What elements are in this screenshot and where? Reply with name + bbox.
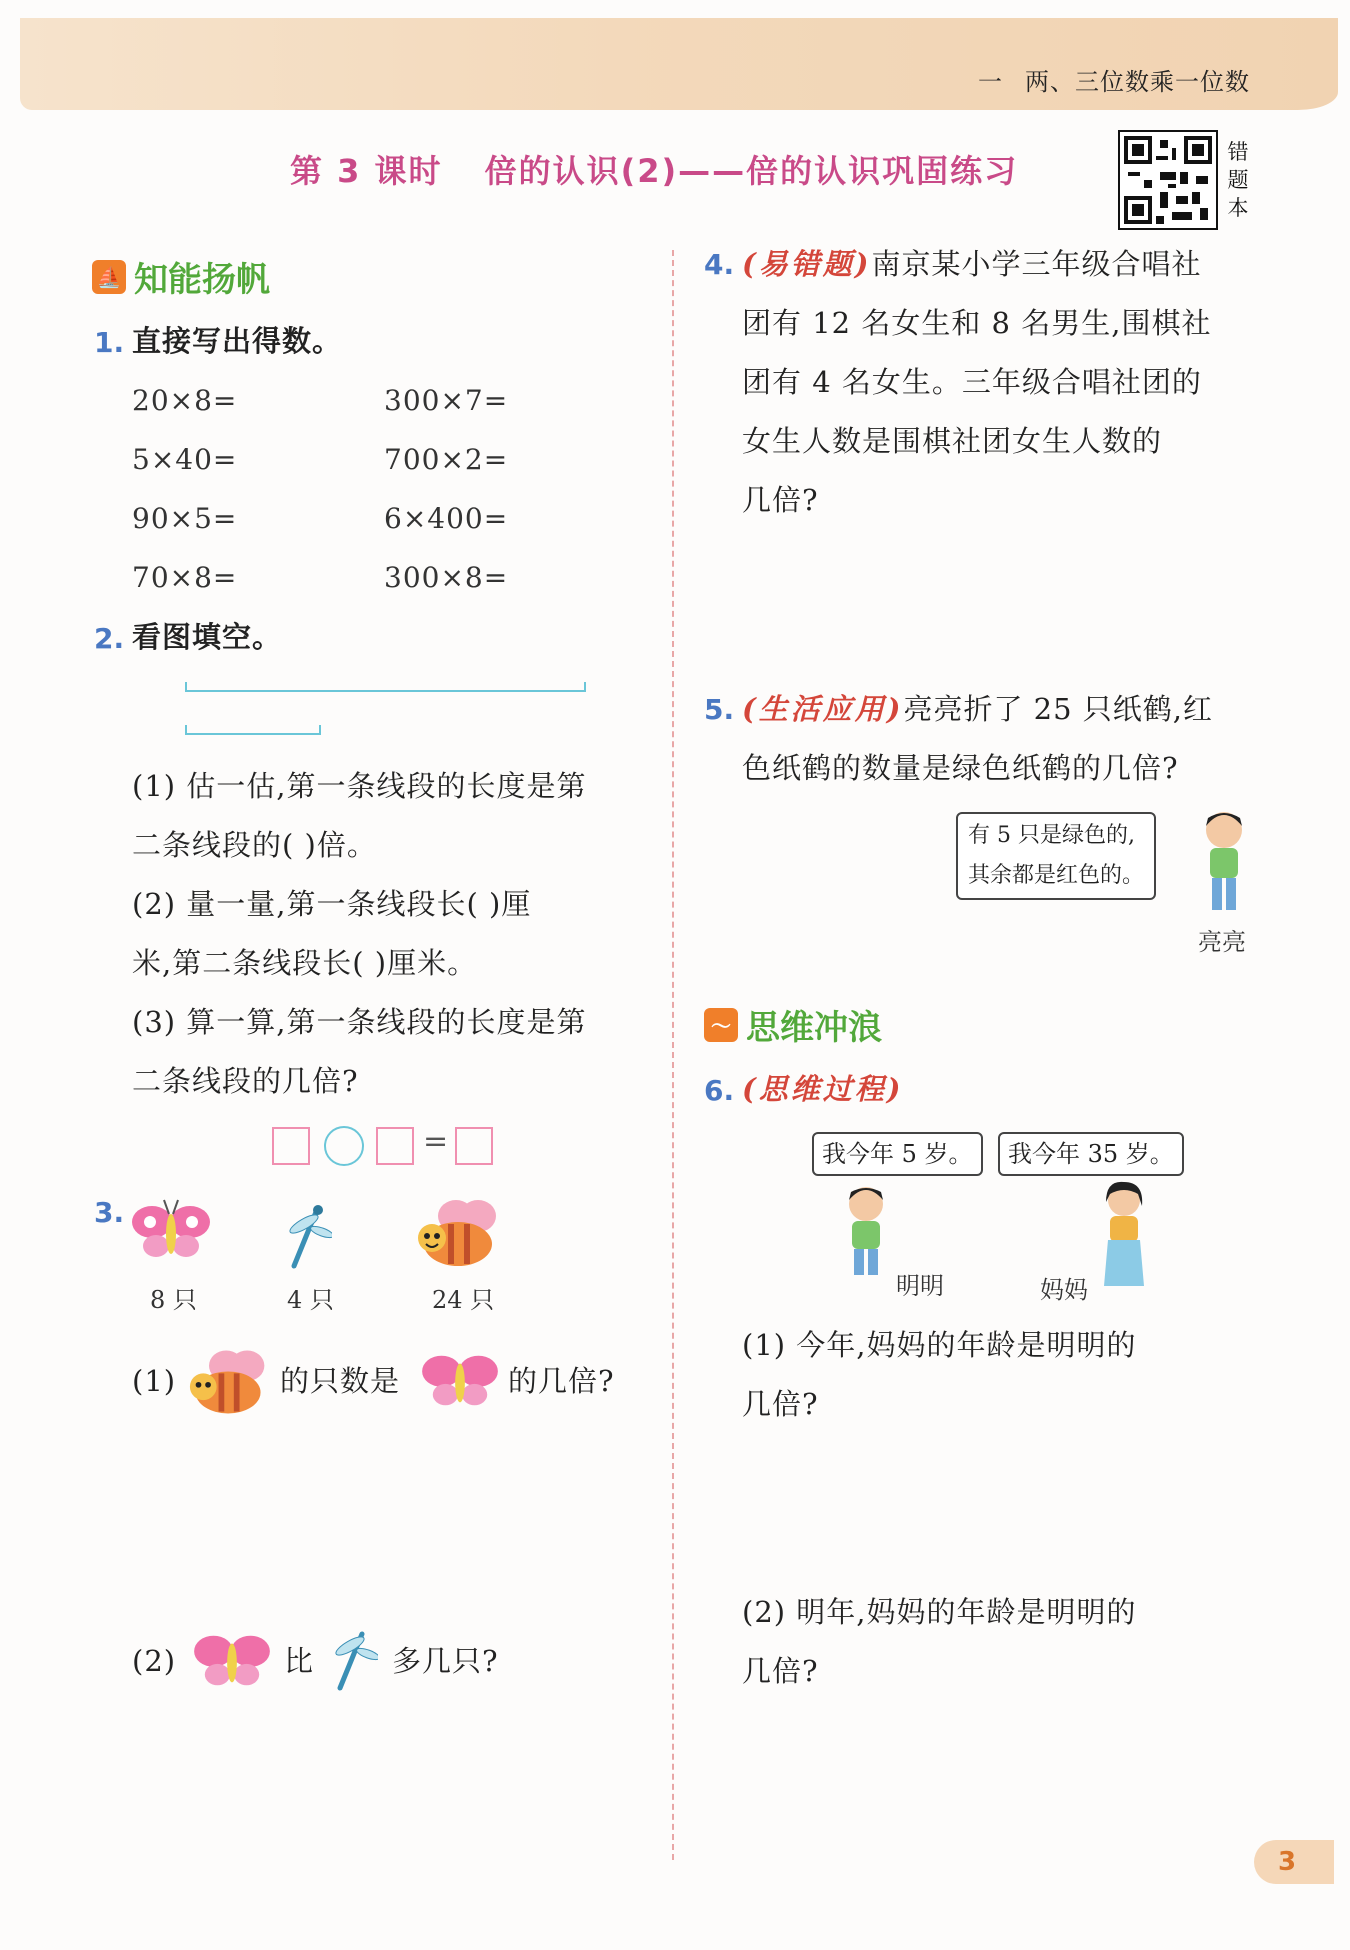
speech-bubble-mama: 我今年 35 岁。 xyxy=(998,1132,1184,1176)
qr-code-icon xyxy=(1120,132,1216,228)
question-2-line: (1) 估一估,第一条线段的长度是第 xyxy=(132,769,587,803)
mother-icon xyxy=(1090,1180,1154,1292)
calc-item: 300×8= xyxy=(384,561,509,594)
question-4-tag: (易错题) xyxy=(742,247,872,281)
question-6-sub2: (2) 明年,妈妈的年龄是明明的 xyxy=(742,1595,1137,1629)
question-4-number: 4. xyxy=(704,248,735,281)
boy-mingming-icon xyxy=(838,1184,894,1280)
question-5-text: 亮亮折了 25 只纸鹤,红 xyxy=(903,692,1214,726)
lesson-name: 倍的认识(2)——倍的认识巩固练习 xyxy=(484,152,1019,190)
answer-box[interactable] xyxy=(376,1127,414,1165)
qr-label xyxy=(1225,138,1251,222)
dragonfly-icon xyxy=(282,1204,332,1272)
equals-sign: = xyxy=(423,1124,449,1159)
question-2-line: 二条线段的几倍? xyxy=(132,1064,359,1098)
wave-icon: 〜 xyxy=(704,1008,738,1042)
qr-label-char: 题 xyxy=(1227,168,1249,192)
bee-icon xyxy=(416,1194,504,1270)
qr-code[interactable] xyxy=(1118,130,1218,230)
qr-label-char: 错 xyxy=(1227,140,1249,164)
calc-item: 20×8= xyxy=(132,384,238,417)
operator-circle[interactable] xyxy=(324,1126,364,1166)
lesson-number: 第 3 课时 xyxy=(290,152,443,190)
section-title-text: 知能扬帆 xyxy=(134,260,270,300)
page-number: 3 xyxy=(1254,1840,1334,1884)
q3-sub1-mid: 的只数是 xyxy=(280,1364,401,1398)
unit-number: 一 xyxy=(978,68,1003,96)
column-divider xyxy=(672,250,674,1860)
count-label: 24 只 xyxy=(432,1286,495,1314)
lesson-title xyxy=(290,146,1018,192)
boy-liangliang-icon xyxy=(1196,808,1252,918)
count-label: 8 只 xyxy=(150,1286,197,1314)
butterfly-icon xyxy=(420,1346,500,1414)
question-4-text: 南京某小学三年级合唱社 xyxy=(871,247,1202,281)
question-3-number: 3. xyxy=(94,1196,125,1229)
q3-sub2-mid: 比 xyxy=(284,1644,315,1678)
question-2-line: (3) 算一算,第一条线段的长度是第 xyxy=(132,1005,587,1039)
q3-sub2-suffix: 多几只? xyxy=(392,1644,499,1678)
question-1-number: 1. xyxy=(94,326,125,359)
question-2-number: 2. xyxy=(94,622,125,655)
speech-bubble-mingming: 我今年 5 岁。 xyxy=(812,1132,983,1176)
question-6-sub1: (1) 今年,妈妈的年龄是明明的 xyxy=(742,1328,1137,1362)
q3-sub1-suffix: 的几倍? xyxy=(508,1364,615,1398)
question-2-line: 米,第二条线段长( )厘米。 xyxy=(132,946,478,980)
calc-item: 6×400= xyxy=(384,502,509,535)
q3-sub1-prefix: (1) xyxy=(132,1364,177,1398)
answer-box[interactable] xyxy=(272,1127,310,1165)
calc-item: 300×7= xyxy=(384,384,509,417)
character-name: 妈妈 xyxy=(1040,1276,1088,1304)
question-6-number: 6. xyxy=(704,1074,735,1107)
unit-title xyxy=(978,62,1250,97)
sail-icon: ⛵ xyxy=(92,260,126,294)
dragonfly-icon xyxy=(328,1626,378,1694)
question-6-tag-line xyxy=(742,1060,903,1118)
calc-item: 700×2= xyxy=(384,443,509,476)
speech-bubble xyxy=(956,812,1156,900)
q3-sub2-prefix: (2) xyxy=(132,1644,177,1678)
calc-item: 5×40= xyxy=(132,443,238,476)
question-2-line: (2) 量一量,第一条线段长( )厘 xyxy=(132,887,532,921)
butterfly-icon xyxy=(192,1626,272,1694)
qr-label-char: 本 xyxy=(1227,196,1249,220)
character-name: 明明 xyxy=(896,1272,944,1300)
segment-1 xyxy=(185,682,586,692)
question-4-line: 几倍? xyxy=(742,483,819,517)
question-1-title: 直接写出得数。 xyxy=(132,324,343,358)
segment-2 xyxy=(185,725,321,735)
question-5-line xyxy=(742,680,1213,738)
count-label: 4 只 xyxy=(287,1286,334,1314)
unit-name: 两、三位数乘一位数 xyxy=(1025,68,1250,96)
question-5-number: 5. xyxy=(704,693,735,726)
question-5-tag: (生活应用) xyxy=(742,692,904,726)
question-2-title: 看图填空。 xyxy=(132,620,283,654)
calc-item: 70×8= xyxy=(132,561,238,594)
question-4-line: 女生人数是围棋社团女生人数的 xyxy=(742,424,1163,458)
question-6-sub2: 几倍? xyxy=(742,1654,819,1688)
question-4-line: 团有 4 名女生。三年级合唱社团的 xyxy=(742,365,1202,399)
section-title-1 xyxy=(92,252,270,301)
question-6-tag: (思维过程) xyxy=(742,1072,904,1106)
bubble-line: 有 5 只是绿色的, xyxy=(968,823,1135,848)
bubble-line: 其余都是红色的。 xyxy=(968,863,1145,888)
question-4-line: 团有 12 名女生和 8 名男生,围棋社 xyxy=(742,306,1212,340)
question-2-line: 二条线段的( )倍。 xyxy=(132,828,377,862)
bee-icon xyxy=(188,1343,272,1419)
question-6-sub1: 几倍? xyxy=(742,1387,819,1421)
question-4-line xyxy=(742,235,1201,293)
section-title-text: 思维冲浪 xyxy=(746,1008,882,1048)
answer-box[interactable] xyxy=(455,1127,493,1165)
character-name: 亮亮 xyxy=(1198,928,1246,956)
butterfly-icon xyxy=(130,1196,212,1266)
question-5-line: 色纸鹤的数量是绿色纸鹤的几倍? xyxy=(742,751,1179,785)
section-title-2 xyxy=(704,1000,882,1049)
calc-item: 90×5= xyxy=(132,502,238,535)
